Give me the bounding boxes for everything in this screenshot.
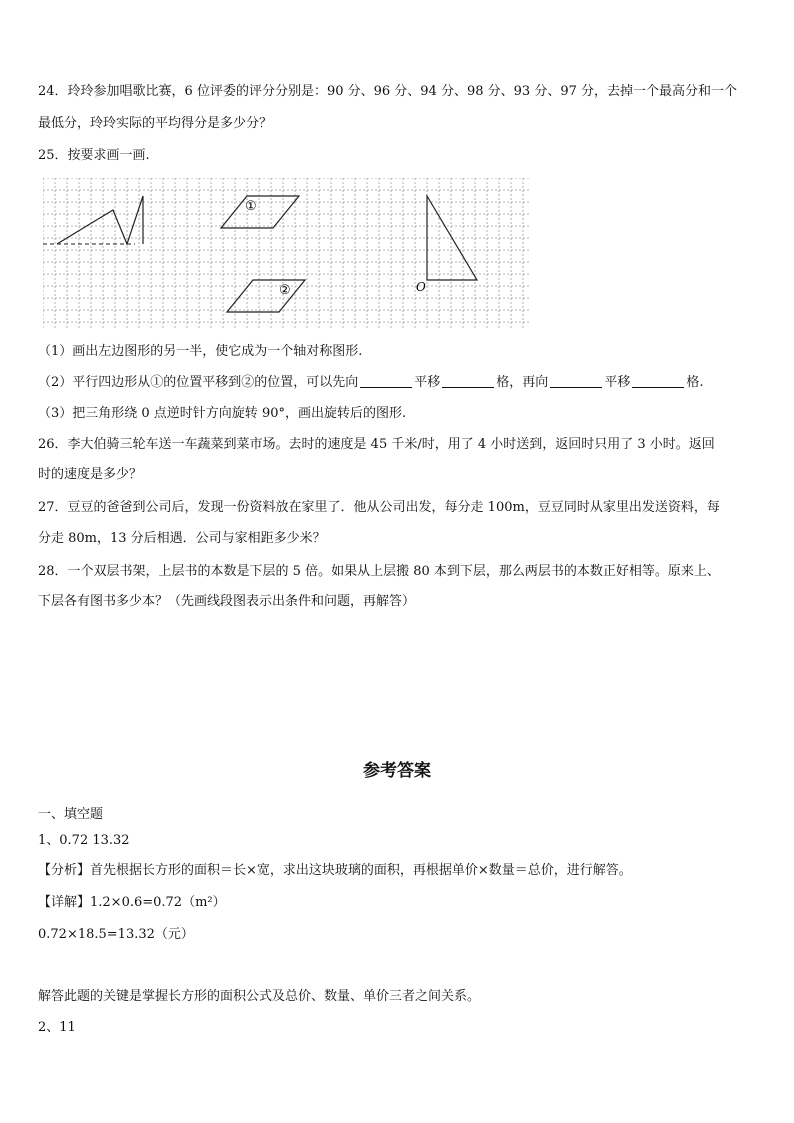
q24-line2: 最低分，玲玲实际的平均得分是多少分？ (38, 116, 273, 131)
answers-heading: 参考答案 (363, 761, 431, 781)
q25-part3: （3）把三角形绕 0 点逆时针方向旋转 90°，画出旋转后的图形. (38, 406, 407, 421)
q28-line1: 28．一个双层书架，上层书的本数是下层的 5 倍。如果从上层搬 80 本到下层，那么两层书的本数正好相等。原来上、 (38, 564, 720, 579)
q25-2-text-d: 平移 (604, 375, 631, 390)
parallelogram-2-label: ② (279, 283, 291, 298)
q25-title: 25．按要求画一画. (38, 148, 150, 163)
q27-line2: 分走 80m，13 分后相遇．公司与家相距多少米？ (38, 531, 326, 546)
triangle (427, 196, 477, 280)
q25-part1: （1）画出左边图形的另一半，使它成为一个轴对称图形. (38, 344, 363, 359)
q25-2-text-b: 平移 (414, 375, 441, 390)
q25-2-text-a: （2）平行四边形从①的位置平移到②的位置，可以先向 (38, 375, 359, 390)
answer-1-analysis: 【分析】首先根据长方形的面积＝长×宽，求出这块玻璃的面积，再根据单价×数量＝总价，进行解答。 (38, 863, 632, 878)
q26-line2: 时的速度是多少？ (38, 467, 143, 482)
q25-2-text-c: 格，再向 (496, 375, 549, 390)
answer-1-calc: 0.72×18.5=13.32（元） (38, 927, 194, 942)
parallelogram-1 (221, 196, 299, 228)
answer-blank-steps-1[interactable] (442, 375, 494, 388)
grid-figure (43, 178, 531, 330)
answer-blank-direction-2[interactable] (550, 375, 602, 388)
answer-1-detail: 【详解】1.2×0.6=0.72（m²） (38, 895, 226, 910)
answer-blank-steps-2[interactable] (632, 375, 684, 388)
section-heading: 一、填空题 (38, 807, 104, 822)
point-o-label: O (416, 280, 426, 294)
q28-line2: 下层各有图书多少本？（先画线段图表示出条件和问题，再解答） (38, 594, 416, 609)
q27-line1: 27．豆豆的爸爸到公司后，发现一份资料放在家里了．他从公司出发，每分走 100m，豆豆同时从家里出发送资料，每 (38, 500, 720, 515)
half-figure (57, 196, 143, 244)
answer-1: 1、0.72 13.32 (38, 833, 130, 848)
q24-line1: 24．玲玲参加唱歌比赛，6 位评委的评分分别是：90 分、96 分、94 分、98 分、93 分、97 分，去掉一个最高分和一个 (38, 84, 737, 99)
answer-blank-direction-1[interactable] (360, 375, 412, 388)
parallelogram-1-label: ① (245, 199, 257, 214)
parallelogram-2 (227, 280, 305, 312)
q26-line1: 26．李大伯骑三轮车送一车蔬菜到菜市场。去时的速度是 45 千米/时，用了 4 小时送到，返回时只用了 3 小时。返回 (38, 437, 715, 452)
answer-2: 2、11 (38, 1020, 76, 1035)
answer-1-summary: 解答此题的关键是掌握长方形的面积公式及总价、数量、单价三者之间关系。 (38, 989, 481, 1004)
q25-part2 (38, 374, 703, 392)
q25-2-text-e: 格. (686, 375, 704, 390)
